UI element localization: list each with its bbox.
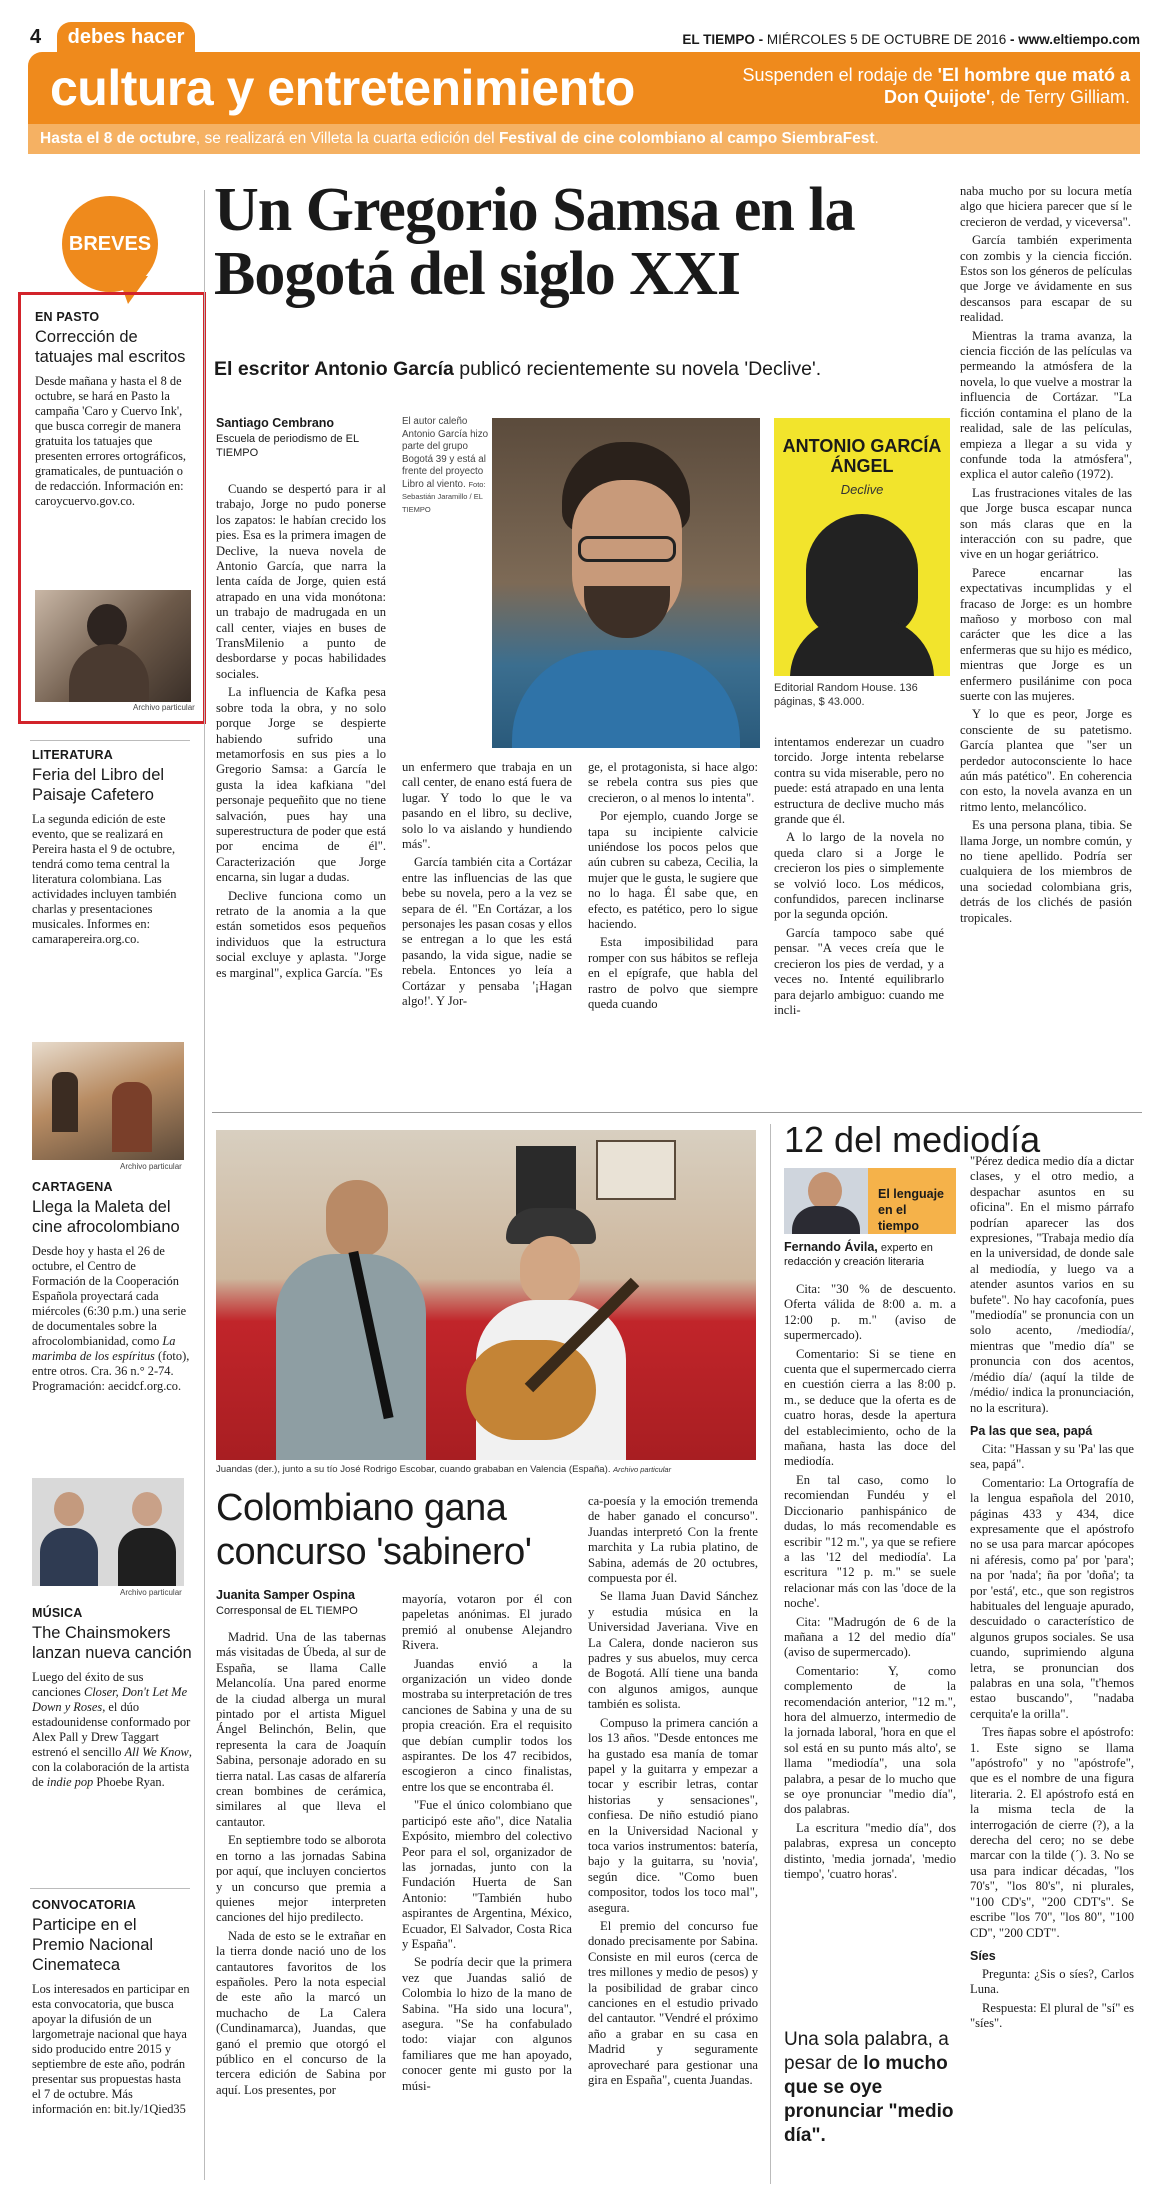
columnist-name: Fernando Ávila, — [784, 1240, 878, 1254]
columnist-credit — [784, 1240, 958, 1269]
column-badge: El lenguaje en el tiempo — [868, 1168, 956, 1234]
column-subheading: Pa las que sea, papá — [970, 1423, 1093, 1438]
teaser-bold: 'El hombre que mató a Don Quijote' — [884, 65, 1130, 107]
brief-text-part: , el dúo estadounidense conformado por Alex Pall y Drew Taggart estrenó el sencillo — [32, 1700, 191, 1759]
article-paragraph: Cita: "Madrugón de 6 de la mañana a 12 del medio día" (aviso de supermercado). — [784, 1614, 956, 1660]
article-paragraph: Juandas envió a la organización un video donde mostraba su interpretación de tres canciones de Sabina y una de su propia creación. Era el requisito que debían cumplir todos los aspirantes. De los 47 recibidos, escogieron a cinco finalistas, entre los que se encontraba él. — [402, 1656, 572, 1794]
article-paragraph: Y lo que es peor, Jorge es consciente de su patetismo. García plantea que "ser un perdedor autoconsciente lo hace aún más patético". En coherencia con esto, la novela avanza en un ritmo lento, melancólico. — [960, 707, 1132, 814]
page-number: 4 — [30, 26, 42, 48]
photo-figure — [52, 1072, 78, 1132]
article-paragraph: "Pérez dedica medio día a dictar clases, y el otro medio, a despachar asuntos en su oficina". En el mismo párrafo podrían aparecer las dos expresiones, "Trabaja medio día en la universidad, de donde sale al mediodía, y luego va a atender asuntos varios en su bufete". No hay cacofonía, pues "mediodía" se pronuncia con un solo acento, /mediodía/, mientras que "medio día" se pronuncia con dos acentos, /médio día/ (aquí la tilde de /médio/ indica la pronunciación, no la escritura). — [970, 1154, 1134, 1415]
byline-role: Corresponsal de EL TIEMPO — [216, 1605, 358, 1617]
article-paragraph: Es una persona plana, tibia. Se llama Jorge, un nombre común, y no tiene apellido. Podría ser cualquiera de los miembros de una sociedad colombiana gris, detrás de los clichés de pasión tropicales. — [960, 818, 1132, 925]
photo-head — [520, 1236, 580, 1306]
book-author: ANTONIO GARCÍA ÁNGEL — [782, 436, 942, 476]
byline-name: Santiago Cembrano — [216, 416, 335, 430]
columnist-photo — [784, 1168, 868, 1234]
brief-text-part: Luego del éxito de sus canciones — [32, 1670, 144, 1699]
column-body-1 — [784, 1282, 956, 1978]
photo-body — [792, 1206, 860, 1234]
date-separator: - — [1009, 32, 1019, 47]
column-body-2 — [970, 1154, 1134, 2184]
brief-text-part: (foto), entre otros. Cra. 36 n.° 2-74. Programación: aecidcf.org.co. — [32, 1349, 190, 1393]
newspaper-line — [600, 32, 1140, 47]
photo-body — [40, 1528, 98, 1586]
newspaper-name: EL TIEMPO — [682, 32, 755, 47]
column-title: 12 del mediodía — [784, 1119, 1041, 1160]
second-column-3 — [588, 1494, 758, 2185]
main-column-1 — [216, 482, 386, 1064]
ticker-bold-1: Hasta el 8 de octubre — [40, 130, 196, 147]
article-paragraph: En tal caso, como lo recomiendan Fundéu y el Diccionario panhispánico de dudas, lo más recomendable es escribir "12 m.", ya que se refiere a las '12 del mediodía'. La escritura "12 p. m." se suele relacionar más con las 'doce de la noche'. — [784, 1472, 956, 1611]
photo-poster — [596, 1140, 676, 1200]
pullquote-bold: lo mucho que se oye pronunciar "medio día". — [784, 2053, 954, 2146]
caption-text: El autor caleño Antonio García hizo parte del grupo Bogotá 39 y está al frente del proyecto Libro al viento. — [402, 416, 489, 490]
brief-text-part: Desde hoy y hasta el 26 de octubre, el Centro de Formación de la Cooperación Española proyectará cada miércoles (6:30 p.m.) una serie de documentales sobre la afrocolombianidad, como — [32, 1244, 187, 1348]
breves-badge: BREVES — [62, 196, 158, 292]
article-paragraph: El premio del concurso fue donado precisamente por Sabina. Consiste en mil euros (cerca de tres millones y medio de pesos) y la posibilidad de grabar cinco canciones en el estudio privado del cantautor. "Vendré el próximo año a grabar en su casa en Madrid y seguramente aprovecharé para gestionar una gira en España", cuenta Juandas. — [588, 1918, 758, 2088]
brief-text — [32, 1244, 192, 1394]
article-paragraph: Por ejemplo, cuando Jorge se tapa su incipiente calvicie uniéndose los pocos pelos que aún cubren su cabeza, Cecilia, la mujer que le gusta, le sugiere que no lo haga. Él sabe que, en efecto, es patético, pero lo sigue haciendo. — [588, 809, 758, 932]
article-paragraph: Mientras la trama avanza, la ciencia ficción de las películas va permeando la atmósfera de la novela, lo que vuelve a mostrar la influencia de Cortázar. "La ficción contamina el plano de la realidad, sale de las películas, empieza a llegar a su vida y confunde toda la atmósfera", explica el autor caleño (1972). — [960, 328, 1132, 482]
main-column-3 — [588, 760, 758, 1064]
article-paragraph: Cuando se despertó para ir al trabajo, Jorge no pudo ponerse los zapatos: le habían crecido los pies. Esa es la primera imagen de Declive, la nueva novela de Antonio García, que narra la lenta caída de Jorge, quien está atrapado en una vida monótona: un trabajo de madrugada en un call center, viajes en buses de TransMilenio a punto de desbordarse y pocas habilidades sociales. — [216, 482, 386, 681]
article-paragraph: Comentario: Y, como complemento de la recomendación anterior, "12 m.", hora del almuerzo, intermedio de la jornada laboral, 'hora en que el sol está en su punto más alto', se llama "mediodía", una sola palabra, a pesar de lo mucho que se oye pronunciar "medio día", dos palabras. — [784, 1663, 956, 1817]
website: www.eltiempo.com — [1018, 32, 1140, 47]
main-column-2 — [402, 760, 572, 1064]
brief-text: Los interesados en participar en esta convocatoria, que busca apoyar la difusión de un largometraje nacional que haya sido producido entre 2015 y septiembre de este año, podrán presentar sus propuestas hasta el 7 de octubre. Más información en: bit.ly/1Qied35 — [32, 1982, 190, 2116]
caption-credit: Archivo particular — [613, 1465, 672, 1474]
article-paragraph: intentamos enderezar un cuadro torcido. Jorge intenta rebelarse contra su vida miserable, pero no puede: está atrapado en una lenta estructura de declive mucho más grande que él. — [774, 735, 944, 827]
photo-body — [276, 1254, 426, 1460]
article-paragraph: Se podría decir que la primera vez que Juandas salió de Colombia lo hizo de la mano de Sabina. "Ha sido una locura", asegura. "Se ha confabulado todo: viajar con algunos familiares que me han apoyado, conocer gente mi gusto por la músi- — [402, 1955, 572, 2093]
issue-date: MIÉRCOLES 5 DE OCTUBRE DE 2016 — [766, 32, 1007, 47]
article-paragraph: ge, el protagonista, si hace algo: se rebela contra sus pies que crecieron, o al menos lo intenta". — [588, 760, 758, 805]
brief-text-italic: indie pop — [46, 1775, 94, 1789]
subhead-bold: El escritor Antonio García — [214, 358, 454, 380]
book-cover — [774, 418, 950, 676]
brief-title: Participe en el Premio Nacional Cinemateca — [32, 1916, 154, 1974]
article-paragraph: Las frustraciones vitales de las que Jorge busca escapar nunca son más claras que en la interacción con su padre, que vive en un hogar geriátrico. — [960, 485, 1132, 562]
person-silhouette — [87, 604, 127, 648]
article-paragraph: Nada de esto se le extrañar en la tierra donde nació uno de los cantautores favoritos de los españoles. Pero la nota especial de este año la marcó un muchacho de La Calera (Cundinamarca), Juandas, que ganó el premio que otorgó el público en el concurso de la tercera edición de Sabina por aquí. Los presentes, por — [216, 1928, 386, 2097]
brief-text-italic: La marimba de los espíritus — [32, 1334, 176, 1363]
brief-tag: LITERATURA — [32, 748, 113, 762]
photo-credit: Archivo particular — [133, 703, 195, 712]
article-paragraph: "Fue el único colombiano que participó este año", dice Natalia Expósito, miembro del colectivo Peor para el sol, organizador de las jornadas, junto con la Fundación Huerta de San Antonio: "También hubo aspirantes de Argentina, México, Ecuador, El Salvador, Costa Rica y España". — [402, 1798, 572, 1951]
article-paragraph: Esta imposibilidad para romper con sus hábitos se refleja en el epígrafe, que habla del rastro de polvo que siempre queda cuando — [588, 935, 758, 1012]
article-paragraph: Declive funciona como un retrato de la anomia a la que están sometidos esos pequeños individuos que la estructura social excluye y aplasta. "Jorge es marginal", explica García. "Es — [216, 888, 386, 980]
photo-credit: Archivo particular — [120, 1162, 182, 1171]
section-tag: debes hacer — [57, 22, 195, 52]
second-column-1 — [216, 1630, 386, 2185]
byline-name: Juanita Samper Ospina — [216, 1588, 355, 1602]
byline-role: Escuela de periodismo de EL TIEMPO — [216, 433, 359, 459]
brief-tag: MÚSICA — [32, 1606, 83, 1620]
brief-tag: EN PASTO — [35, 310, 100, 324]
column-subheading: Síes — [970, 1948, 996, 1963]
brief-item-cartagena[interactable] — [32, 1180, 192, 1394]
caption-credit: Foto: Sebastián Jaramillo / EL TIEMPO — [402, 479, 486, 514]
article-paragraph: García también experimenta con zombis y la ciencia ficción. Estos son los géneros de películas que Jorge ve ávidamente en sus descansos para escapar de su realidad. — [960, 233, 1132, 325]
article-paragraph: Pregunta: ¿Sis o síes?, Carlos Luna. — [970, 1966, 1134, 1997]
second-byline — [216, 1588, 386, 1618]
brief-item-convocatoria[interactable] — [32, 1898, 192, 2117]
photo-figure — [112, 1082, 152, 1152]
photo-beard — [584, 586, 670, 638]
photo-caption-author — [402, 416, 492, 516]
divider — [30, 740, 190, 741]
divider — [30, 1888, 190, 1889]
brief-text — [32, 1670, 192, 1790]
brief-item-musica[interactable] — [32, 1606, 192, 1790]
author-photo — [492, 418, 760, 748]
person-silhouette — [69, 644, 149, 702]
brief-text: Desde mañana y hasta el 8 de octubre, se hará en Pasto la campaña 'Caro y Cuervo Ink', que busca corregir de manera gratuita los tatuajes que presenten errores ortográficos, gramaticales, de puntuación o de redacción. Información en: caroycuervo.gov.co. — [35, 374, 187, 508]
brief-tag: CONVOCATORIA — [32, 1898, 137, 1912]
brief-item-literatura[interactable] — [32, 748, 192, 947]
ticker-text-1: , se realizará en Villeta la cuarta edición del — [195, 130, 495, 147]
article-paragraph: La influencia de Kafka pesa sobre toda la obra, y no solo porque Jorge se despierte habiendo sufrido una metamorfosis en sus pies a lo Gregorio Samsa: a García le gusta la idea kafkiana "del personaje pequeñito que no tiene salvación, pues hay una superestructura de poder que está por encima de él". Caracterización que Jorge encarna, sin lugar a dudas. — [216, 685, 386, 885]
main-subhead — [214, 358, 954, 381]
pullquote-text: Una sola palabra, a pesar de — [784, 2029, 949, 2074]
photo-head — [808, 1172, 842, 1210]
ticker-bold-2: Festival de cine colombiano al campo SiembraFest — [498, 130, 875, 147]
article-paragraph: ca-poesía y la emoción tremenda de haber ganado el concurso". Juandas interpretó Con la frente marchita y La rubia platino, de Sabina, además de 20 octubres, compuesta por él. — [588, 1494, 758, 1586]
brief-title: Corrección de tatuajes mal escritos — [35, 328, 186, 366]
brief-text-italic: All We Know — [124, 1745, 189, 1759]
article-paragraph: Tres ñapas sobre el apóstrofo: 1. Este signo se llama "apóstrofo" y no "apóstrofe", que es el nombre de una figura literaria. 2. El apóstrofo está en la misma tecla de la interrogación de cierre (?), a la derecha del cero; no se debe marcar con la tilde (´). 3. No se usa para indicar décadas, "los 70's", "los 80's", ni plurales, "100 CD's", "200 CDT's". Se escribe "los 70", "los 80", "100 CD", "200 CDT". — [970, 1725, 1134, 1940]
main-column-5 — [960, 184, 1132, 1064]
second-headline: Colombiano gana concurso 'sabinero' — [216, 1487, 532, 1573]
section-title: cultura y entretenimiento — [50, 60, 635, 116]
book-silhouette — [790, 618, 934, 676]
second-column-2 — [402, 1592, 572, 2185]
article-paragraph: García también cita a Cortázar entre las influencias de las que bebe su novela, pero a la vez se separa de él. "En Cortázar, a los personajes les pasan cosas y ellos se entregan a lo que les está pasando, la vida sigue, nadie se rebela. Entonces yo leía a Cortázar y pensaba '¡Hagan algo!'. Y Jor- — [402, 855, 572, 1009]
main-headline: Un Gregorio Samsa en la Bogotá del siglo XXI — [214, 176, 855, 308]
brief-title: The Chainsmokers lanzan nueva canción — [32, 1624, 192, 1662]
subhead-rest: publicó recientemente su novela 'Declive'. — [453, 358, 822, 380]
brief-tag: CARTAGENA — [32, 1180, 113, 1194]
book-caption: Editorial Random House. 136 páginas, $ 43.000. — [774, 682, 918, 708]
caption-text: Juandas (der.), junto a su tío José Rodrigo Escobar, cuando grababan en Valencia (España). — [216, 1464, 611, 1475]
photo-credit: Archivo particular — [120, 1588, 182, 1597]
brief-text-italic: Closer, Don't Let Me Down y Roses — [32, 1685, 188, 1714]
photo-body — [118, 1528, 176, 1586]
teaser-text-1: Suspenden el rodaje de — [742, 65, 933, 85]
book-title: Declive — [840, 482, 884, 497]
date-separator: - — [758, 32, 767, 47]
column-rule — [770, 1124, 771, 2184]
musicians-photo — [216, 1130, 756, 1460]
article-paragraph: Cita: "Hassan y su 'Pa' las que sea, papá". — [970, 1441, 1134, 1472]
article-paragraph: En septiembre todo se alborota en torno a las jornadas Sabina por aquí, que incluyen conciertos y un concurso que premia a quienes mejor interpreten canciones del hijo predilecto. — [216, 1833, 386, 1925]
brief-title: Llega la Maleta del cine afrocolombiano — [32, 1198, 180, 1236]
article-paragraph: Cita: "30 % de descuento. Oferta válida de 8:00 a. m. a 12:00 p. m." (aviso de supermercado). — [784, 1282, 956, 1343]
brief-photo-tattoo — [35, 590, 191, 702]
photo-poster — [516, 1146, 576, 1216]
teaser-text-2: , de Terry Gilliam. — [990, 87, 1130, 107]
brief-title: Feria del Libro del Paisaje Cafetero — [32, 766, 165, 804]
article-paragraph: Comentario: La Ortografía de la lengua española del 2010, páginas 433 y 434, dice expresamente que el apóstrofo no se usa para marcar apócopes ni aféresis, como pa' por 'para'; na por 'nada'; ña por 'doña'; ta por 'está', etc., que son registros habituales del lenguaje apurado, descuidado o característico de algunos grupos sociales. Se usa cuando, suprimiendo alguna letra, se pronuncian dos palabras en una sola, "t'hemos estao buscando", "nadaba cerquita'e la orilla". — [970, 1475, 1134, 1721]
photo-glasses — [578, 536, 676, 562]
photo-head — [132, 1492, 162, 1526]
article-paragraph: García tampoco sabe qué pensar. "A veces creía que le crecieron los pies de verdad, y a veces no. Intenté equilibrarlo para dejarlo ambiguo: cuando me incli- — [774, 925, 944, 1017]
photo-head — [54, 1492, 84, 1526]
pullquote — [784, 2028, 956, 2148]
article-paragraph: un enfermero que trabaja en un call center, de enano está fuera de lugar. Y todo lo que le va pasando en el libro, su declive, solo lo va aislando y hundiendo más". — [402, 760, 572, 852]
article-paragraph: Compuso la primera canción a los 13 años. "Desde entonces me ha gustado esa manía de tomar papel y la guitarra y empezar a tocar y escribir letras, contar historias y sensaciones", confiesa. De niño estudió piano en la Universidad Nacional y toca varios instrumentos: batería, bajo y la guitarra, su 'novia', según dice. "Como buen compositor, todos los toco mal", asegura. — [588, 1715, 758, 1915]
brief-photo-cartagena — [32, 1042, 184, 1160]
section-divider — [212, 1112, 1142, 1113]
banner-teaser[interactable] — [740, 64, 1130, 108]
article-paragraph: Madrid. Una de las tabernas más visitadas de Úbeda, al sur de España, se llama Calle Melancolía. Una pared enorme de la ciudad alberga un mural pintado por el artista Miguel Ángel Belinchón, Belin, que representa la cara de Joaquín Sabina, personaje adorado en su tierra natal. Las casas de alfarería crean bombines de cerámica, similares al que lleva el cantautor. — [216, 1630, 386, 1829]
news-ticker[interactable] — [28, 124, 1140, 154]
article-paragraph: Respuesta: El plural de "sí" es "síes". — [970, 2000, 1134, 2031]
brief-text-part: , con la colaboración de la artista de — [32, 1745, 192, 1789]
main-column-4 — [774, 735, 944, 1064]
brief-text: La segunda edición de este evento, que se realizará en Pereira hasta el 9 de octubre, tendrá como tema central la literatura colombiana. Las actividades incluyen también charlas y presentaciones musicales. Informes en: camarapereira.org.co. — [32, 812, 177, 946]
article-paragraph: A lo largo de la novela no queda claro si a Jorge le crecieron los pies o simplemente se volvió loco. Los médicos, confundidos, parecen inclinarse por la segunda opción. — [774, 830, 944, 922]
article-paragraph: mayoría, votaron por él con papeletas anónimas. El jurado premió al onubense Alejandro Rivera. — [402, 1592, 572, 1653]
brief-text-part: Phoebe Ryan. — [93, 1775, 165, 1789]
brief-item-pasto[interactable] — [18, 292, 206, 724]
article-paragraph: Parece encarnar las expectativas incumplidas y el fracaso de Jorge: es un hombre mañoso y morboso con mal carácter que les dice a las enfermeras que su hijo es médico, mientras que Jorge es un enfermero pusilánime con poca suerte con las mujeres. — [960, 565, 1132, 703]
photo-shirt — [512, 650, 740, 748]
brief-photo-chainsmokers — [32, 1478, 184, 1586]
photo-head — [326, 1180, 388, 1258]
article-paragraph: Comentario: Si se tiene en cuenta que el supermercado cierra en cuestión cierra a las 8:00 p. m., se deduce que la oferta es de cuatro horas, desde la apertura del establecimiento, ocho de la mañana, hasta las doce del mediodía. — [784, 1346, 956, 1469]
column-rule — [204, 190, 205, 2180]
article-paragraph: Se llama Juan David Sánchez y estudia música en la Universidad Javeriana. Vive en La Calera, donde nacieron sus padres y sus abuelos, muy cerca de Bogotá. Allí tiene una banda con algunos amigos, aunque también es solista. — [588, 1589, 758, 1712]
columnist-role: experto en redacción y creación literaria — [784, 1242, 933, 1268]
musicians-caption — [216, 1464, 756, 1475]
article-paragraph: naba mucho por su locura metía algo que hiciera parecer que sí le crecieron de verdad, y viceversa". — [960, 184, 1132, 229]
ticker-end: . — [874, 130, 879, 147]
article-paragraph: La escritura "medio día", dos palabras, expresa un concepto distinto, 'media jornada', 'medio tiempo', 'cuatro horas'. — [784, 1820, 956, 1882]
byline — [216, 416, 386, 460]
